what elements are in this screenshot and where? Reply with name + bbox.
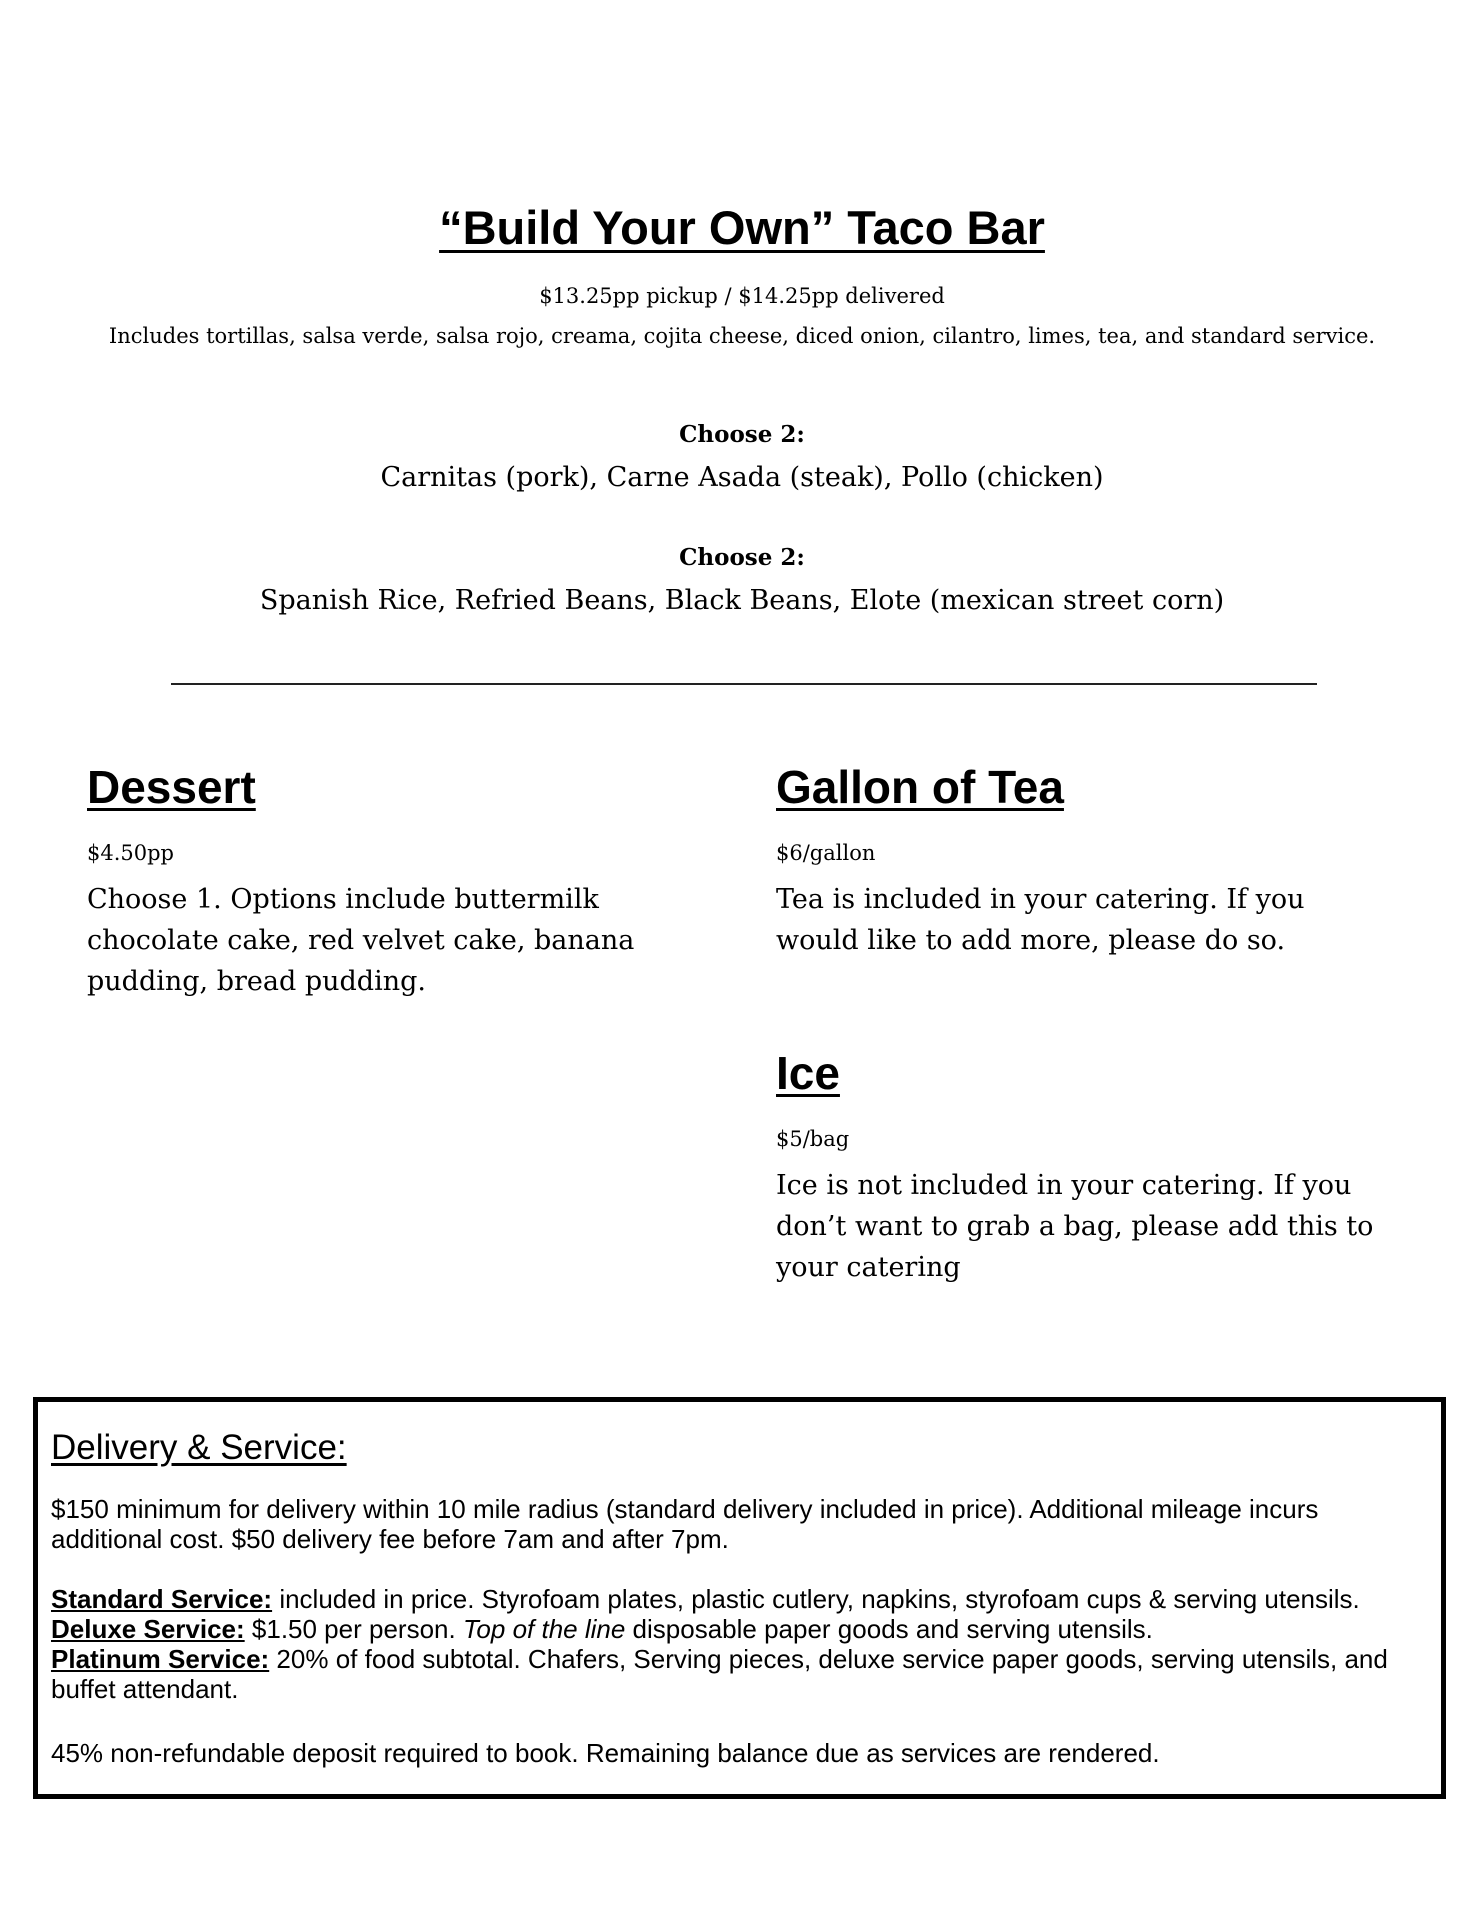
service-tiers (51, 1584, 1436, 1704)
platinum-service-label: Platinum Service: (51, 1644, 270, 1674)
side-choice-options: Spanish Rice, Refried Beans, Black Beans, Elote (mexican street corn) (259, 585, 1225, 616)
side-choice-heading: Choose 2: (679, 544, 805, 571)
taco-bar-price: $13.25pp pickup / $14.25pp delivered (539, 284, 945, 308)
dessert-price: $4.50pp (87, 841, 175, 865)
deluxe-service-label: Deluxe Service: (51, 1614, 245, 1644)
dessert-heading: Dessert (87, 761, 256, 813)
standard-service-label: Standard Service: (51, 1584, 273, 1614)
delivery-service-title: Delivery & Service: (51, 1428, 347, 1467)
taco-bar-includes: Includes tortillas, salsa verde, salsa rojo, creama, cojita cheese, diced onion, cilantro, limes, tea, and standard service. (108, 324, 1376, 348)
taco-bar-title: “Build Your Own” Taco Bar (439, 201, 1045, 254)
deluxe-service-emphasis: Top of the line (462, 1614, 626, 1644)
ice-heading: Ice (776, 1047, 840, 1099)
standard-service-text: included in price. Styrofoam plates, plastic cutlery, napkins, styrofoam cups & serving utensils. (272, 1584, 1360, 1614)
platinum-service-text: 20% of food subtotal. Chafers, Serving pieces, deluxe service paper goods, serving utensils, and buffet attendant. (51, 1644, 1388, 1704)
tea-heading: Gallon of Tea (776, 761, 1064, 813)
dessert-description: Choose 1. Options include buttermilk chocolate cake, red velvet cake, banana pudding, bread pudding. (87, 884, 635, 997)
delivery-service-box (33, 1397, 1446, 1799)
ice-description: Ice is not included in your catering. If you don’t want to grab a bag, please add this to your catering (776, 1170, 1374, 1283)
platinum-service-line (51, 1644, 1436, 1704)
tea-price: $6/gallon (776, 841, 876, 865)
standard-service-line (51, 1584, 1436, 1614)
section-divider (171, 683, 1317, 685)
protein-choice-heading: Choose 2: (679, 421, 805, 448)
deluxe-service-text-end: disposable paper goods and serving utensils. (625, 1614, 1153, 1644)
tea-description: Tea is included in your catering. If you would like to add more, please do so. (776, 884, 1305, 956)
deluxe-service-text: $1.50 per person. (244, 1614, 463, 1644)
ice-price: $5/bag (776, 1127, 850, 1151)
deluxe-service-line (51, 1614, 1436, 1644)
deposit-text: 45% non-refundable deposit required to book. Remaining balance due as services are rendered. (51, 1738, 1160, 1768)
delivery-minimum-text: $150 minimum for delivery within 10 mile radius (standard delivery included in price). Additional mileage incurs additional cost. $50 delivery fee before 7am and after 7pm. (51, 1494, 1319, 1554)
protein-choice-options: Carnitas (pork), Carne Asada (steak), Pollo (chicken) (380, 462, 1104, 493)
